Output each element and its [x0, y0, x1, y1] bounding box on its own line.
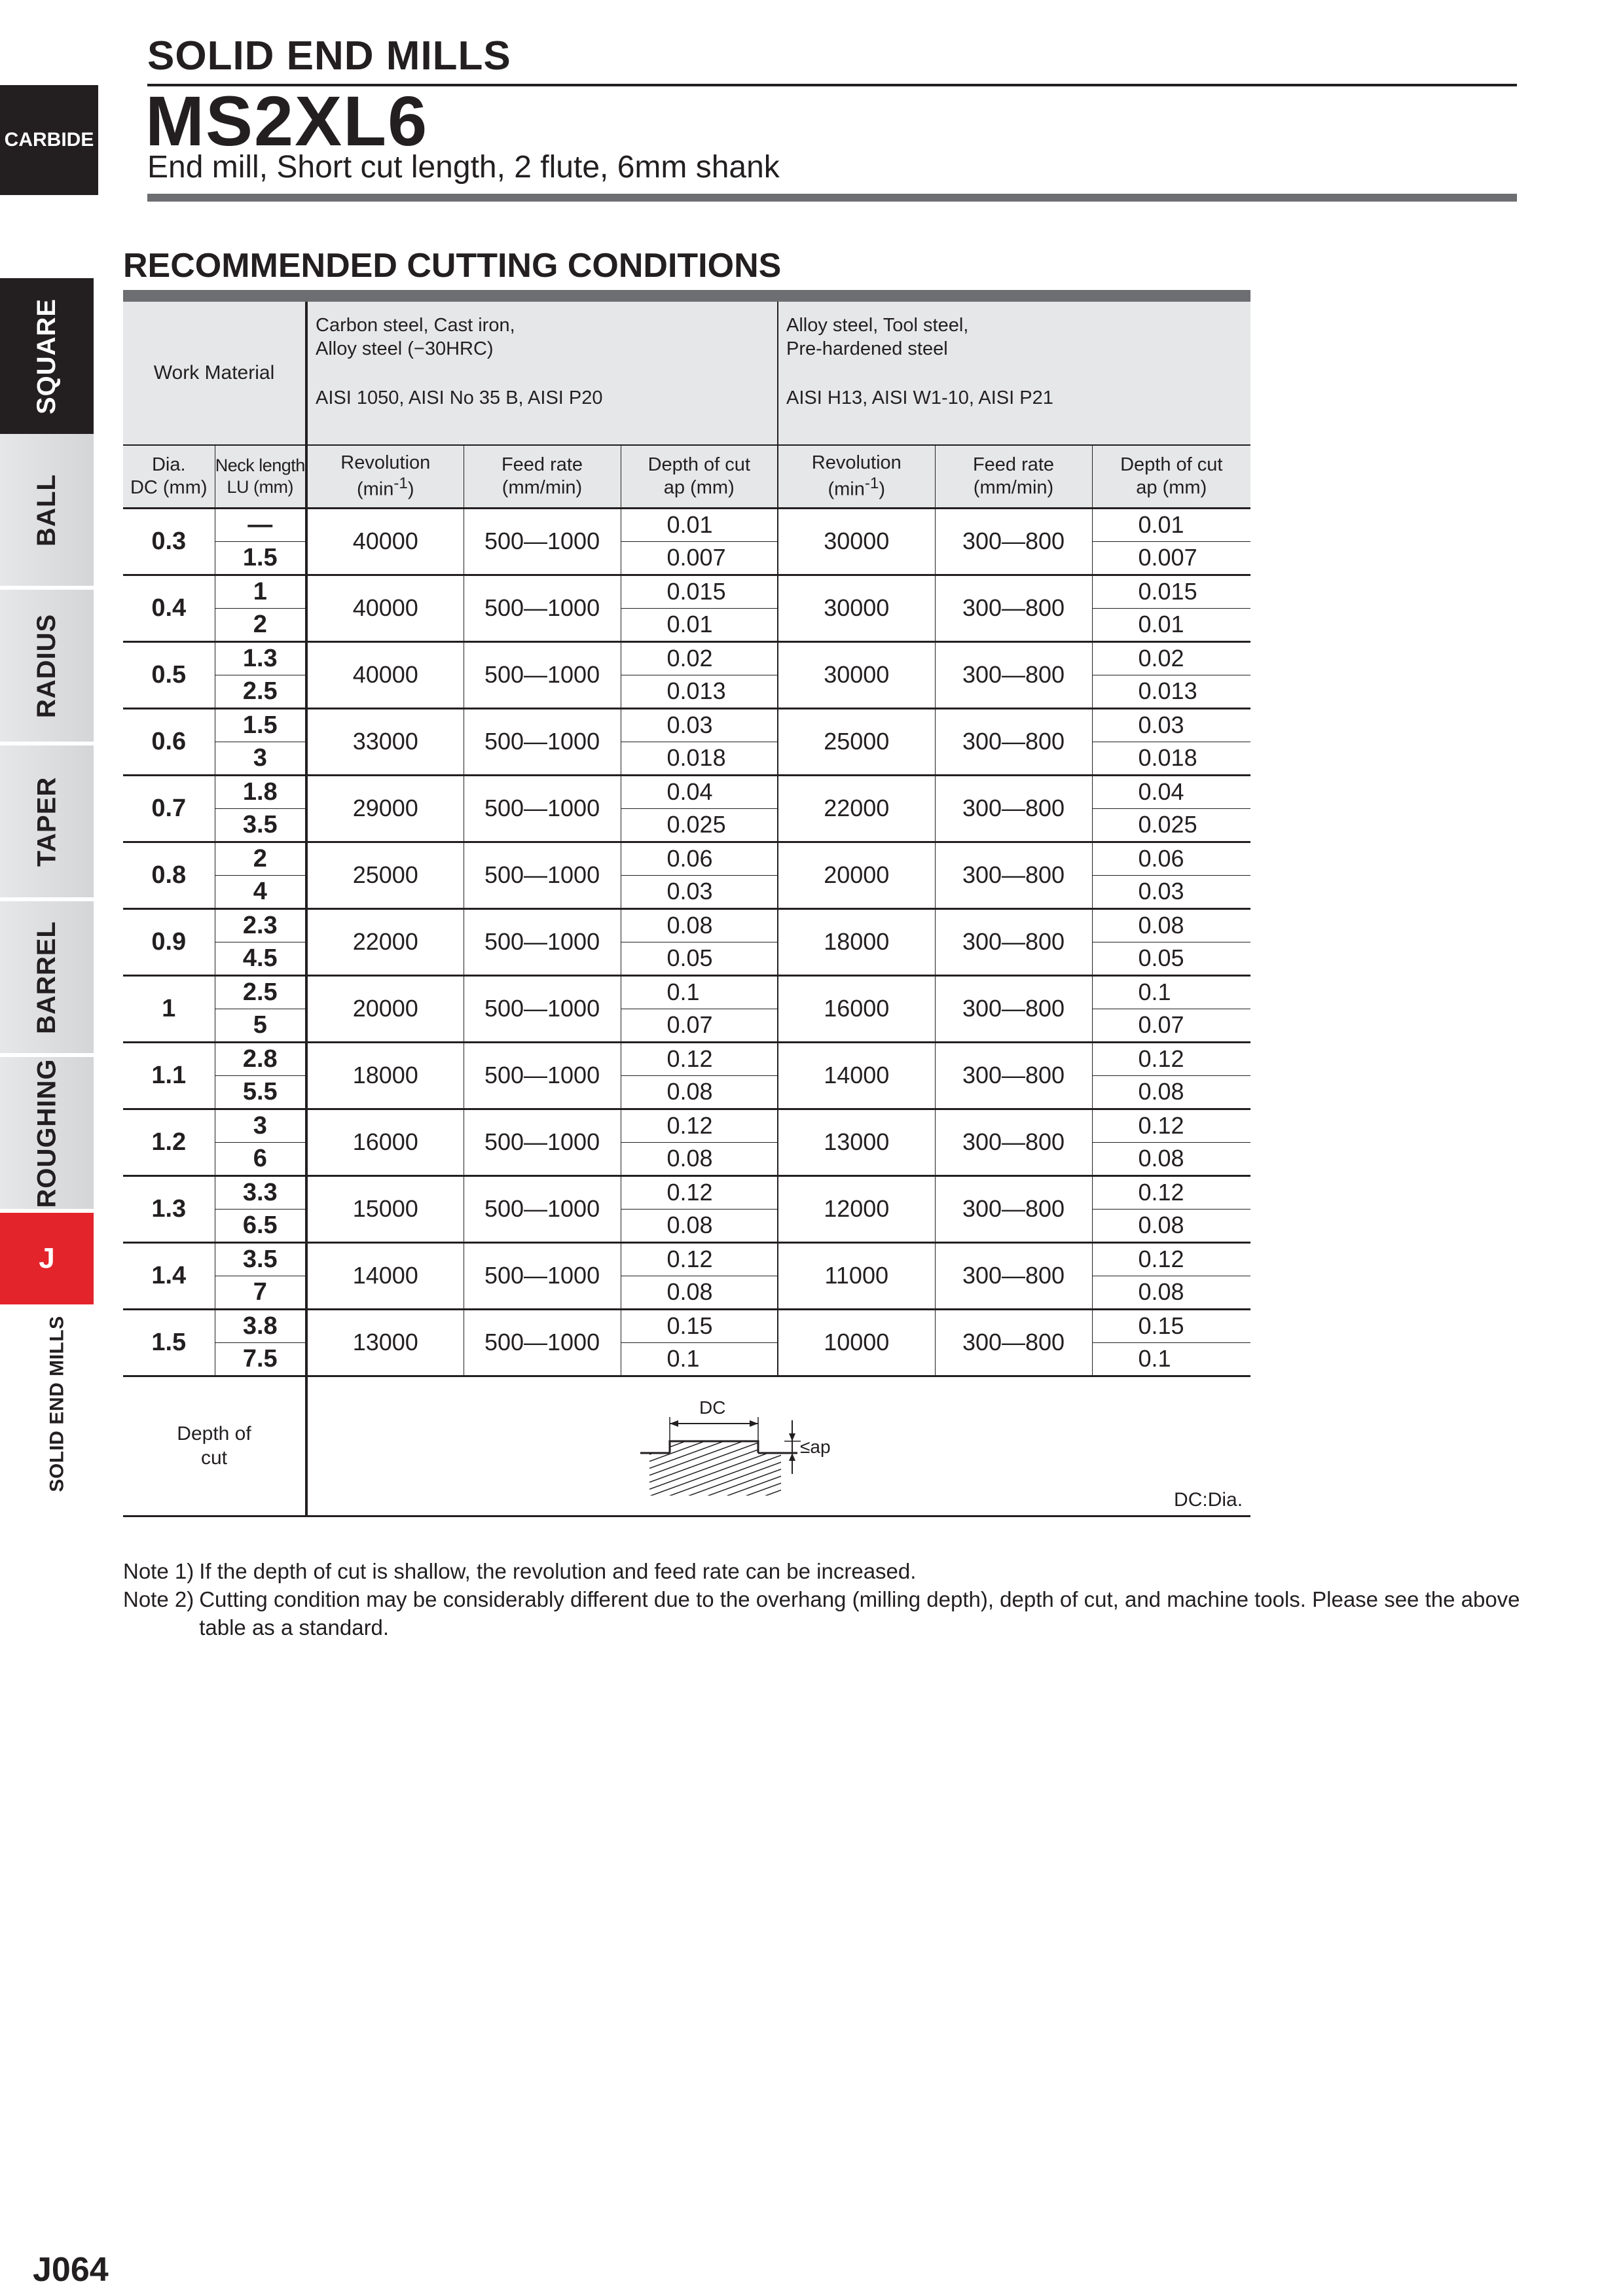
note-text: Cutting condition may be considerably different due to the overhang (milling depth), depth of cut, and machine tools. Please see the above table as a standard. — [199, 1587, 1520, 1640]
feed-1-cell: 500—1000 — [464, 508, 621, 575]
revolution-2-cell: 22000 — [778, 775, 935, 842]
ap-arrow-bottom — [789, 1453, 795, 1461]
dia-cell: 0.7 — [123, 775, 215, 842]
revolution-2-cell: 30000 — [778, 641, 935, 708]
revolution-1-cell: 14000 — [306, 1242, 464, 1309]
col-header-text: Feed rate — [972, 454, 1055, 475]
neck-length-cell: 3.5 — [215, 1242, 306, 1276]
depth-of-cut-label — [123, 1376, 306, 1516]
col-header-text: ) — [407, 479, 414, 501]
note-1 — [123, 1558, 1537, 1586]
neck-length-cell: 3 — [215, 742, 306, 775]
revolution-2-cell: 18000 — [778, 908, 935, 975]
table-row — [123, 641, 1250, 675]
dia-cell: 0.8 — [123, 842, 215, 908]
feed-2-cell: 300—800 — [935, 1175, 1092, 1242]
depth-1-cell: 0.08 — [621, 908, 778, 942]
revolution-2-cell: 11000 — [778, 1242, 935, 1309]
note-label: Note 1) — [123, 1559, 194, 1583]
depth-1-cell: 0.018 — [621, 742, 778, 775]
table-row — [123, 842, 1250, 875]
depth-1-cell: 0.1 — [621, 975, 778, 1009]
side-tab-barrel[interactable] — [0, 901, 94, 1057]
feed-2-cell: 300—800 — [935, 775, 1092, 842]
dia-cell: 1 — [123, 975, 215, 1042]
revolution-1-cell: 25000 — [306, 842, 464, 908]
neck-length-cell: 2.3 — [215, 908, 306, 942]
feed-1-cell: 500—1000 — [464, 575, 621, 641]
note-label: Note 2) — [123, 1587, 194, 1611]
col-header-text: (min — [356, 479, 394, 501]
depth-of-cut-diagram-cell — [306, 1376, 1250, 1516]
depth-2-cell: 0.08 — [1092, 1209, 1250, 1242]
carbide-badge-label: CARBIDE — [4, 129, 94, 151]
depth-2-cell: 0.06 — [1138, 845, 1184, 872]
depth-1-cell: 0.12 — [621, 1109, 778, 1142]
revolution-1-cell: 15000 — [306, 1175, 464, 1242]
feed-2-cell: 300—800 — [935, 575, 1092, 641]
side-tab-roughing[interactable] — [0, 1057, 94, 1213]
depth-1-cell: 0.02 — [621, 641, 778, 675]
material-2-standards: AISI H13, AISI W1-10, AISI P21 — [786, 387, 1053, 408]
revolution-2-cell: 16000 — [778, 975, 935, 1042]
neck-length-cell: 6 — [215, 1142, 306, 1175]
depth-2-cell: 0.08 — [1092, 1276, 1250, 1309]
page-number: J064 — [33, 2251, 109, 2289]
depth-2-cell: 0.05 — [1092, 942, 1250, 975]
depth-1-cell: 0.07 — [621, 1009, 778, 1042]
neck-length-cell: 3.3 — [215, 1175, 306, 1209]
side-tab-taper[interactable] — [0, 745, 94, 901]
table-row — [123, 1309, 1250, 1342]
depth-2-cell: 0.02 — [1138, 645, 1184, 672]
depth-2-cell: 0.1 — [1138, 978, 1171, 1005]
col-header-text: Feed rate — [501, 454, 583, 475]
side-tab-label: ROUGHING — [32, 1058, 61, 1208]
depth-1-cell: 0.12 — [621, 1042, 778, 1075]
col-header-depth-1 — [621, 445, 778, 508]
ap-label: ≤ap — [800, 1436, 831, 1457]
depth-1-cell: 0.05 — [621, 942, 778, 975]
table-row — [123, 708, 1250, 742]
depth-1-cell: 0.04 — [621, 775, 778, 808]
feed-2-cell: 300—800 — [935, 1042, 1092, 1109]
revolution-1-cell: 18000 — [306, 1042, 464, 1109]
depth-1-cell: 0.08 — [621, 1276, 778, 1309]
dc-note: DC:Dia. — [1174, 1488, 1243, 1511]
feed-1-cell: 500—1000 — [464, 641, 621, 708]
feed-1-cell: 500—1000 — [464, 1042, 621, 1109]
header-category: SOLID END MILLS — [147, 33, 511, 79]
neck-length-cell: 2.5 — [215, 975, 306, 1009]
depth-1-cell: 0.08 — [621, 1209, 778, 1242]
side-section-label — [31, 1306, 84, 1502]
col-header-revolution-2 — [778, 445, 935, 508]
material-2-line1: Alloy steel, Tool steel, — [786, 315, 969, 336]
revolution-2-cell: 12000 — [778, 1175, 935, 1242]
note-text: If the depth of cut is shallow, the revolution and feed rate can be increased. — [199, 1559, 917, 1583]
feed-1-cell: 500—1000 — [464, 1109, 621, 1175]
neck-length-cell: 5 — [215, 1009, 306, 1042]
side-tab-label: J — [39, 1242, 55, 1274]
revolution-1-cell: 20000 — [306, 975, 464, 1042]
depth-2-cell: 0.015 — [1138, 578, 1197, 605]
dia-cell: 0.3 — [123, 508, 215, 575]
neck-length-cell: 5.5 — [215, 1075, 306, 1109]
depth-1-cell: 0.15 — [621, 1309, 778, 1342]
depth-1-cell: 0.08 — [621, 1142, 778, 1175]
neck-length-cell: — — [215, 508, 306, 541]
neck-length-cell: 1.5 — [215, 541, 306, 575]
depth-2-cell: 0.08 — [1092, 1075, 1250, 1109]
revolution-1-cell: 29000 — [306, 775, 464, 842]
dc-arrow-left — [670, 1420, 678, 1427]
revolution-2-cell: 30000 — [778, 575, 935, 641]
material-2-cell — [778, 302, 1250, 445]
depth-2-cell: 0.1 — [1092, 1342, 1250, 1376]
neck-length-cell: 2 — [215, 608, 306, 641]
depth-2-cell: 0.12 — [1138, 1179, 1184, 1206]
side-tab-label: TAPER — [31, 776, 61, 867]
neck-length-cell: 3.5 — [215, 808, 306, 842]
depth-1-cell: 0.01 — [621, 508, 778, 541]
depth-2-cell: 0.025 — [1092, 808, 1250, 842]
feed-2-cell: 300—800 — [935, 1309, 1092, 1376]
col-header-text: Revolution — [811, 452, 902, 473]
column-header-row — [123, 445, 1250, 508]
dia-cell: 0.6 — [123, 708, 215, 775]
work-material-label: Work Material — [123, 302, 306, 445]
neck-length-cell: 7 — [215, 1276, 306, 1309]
depth-1-cell: 0.015 — [621, 575, 778, 608]
revolution-1-cell: 16000 — [306, 1109, 464, 1175]
col-header-sup: -1 — [393, 475, 408, 493]
feed-2-cell: 300—800 — [935, 975, 1092, 1042]
col-header-text: Depth of cut — [647, 454, 750, 475]
table-row — [123, 1175, 1250, 1209]
cutting-conditions-table — [123, 290, 1250, 1517]
dia-cell: 1.2 — [123, 1109, 215, 1175]
feed-2-cell: 300—800 — [935, 1242, 1092, 1309]
dia-cell: 0.5 — [123, 641, 215, 708]
feed-2-cell: 300—800 — [935, 708, 1092, 775]
table-row — [123, 908, 1250, 942]
depth-2-cell: 0.15 — [1138, 1312, 1184, 1339]
feed-2-cell: 300—800 — [935, 641, 1092, 708]
material-2-line2: Pre-hardened steel — [786, 338, 948, 360]
side-tab-label: SQUARE — [32, 298, 62, 414]
feed-1-cell: 500—1000 — [464, 708, 621, 775]
neck-length-cell: 1.3 — [215, 641, 306, 675]
neck-length-cell: 1.8 — [215, 775, 306, 808]
dia-cell: 1.5 — [123, 1309, 215, 1376]
revolution-1-cell: 40000 — [306, 575, 464, 641]
depth-1-cell: 0.025 — [621, 808, 778, 842]
col-header-text: (mm/min) — [501, 476, 583, 498]
revolution-2-cell: 20000 — [778, 842, 935, 908]
side-tab-label: BARREL — [32, 920, 62, 1034]
depth-2-cell: 0.01 — [1138, 511, 1184, 538]
carbide-badge — [0, 85, 98, 195]
col-header-neck-length — [215, 445, 306, 508]
col-header-feed-2 — [935, 445, 1092, 508]
material-1-line2: Alloy steel (−30HRC) — [316, 338, 494, 360]
depth-2-cell: 0.08 — [1092, 1142, 1250, 1175]
revolution-1-cell: 22000 — [306, 908, 464, 975]
model-description: End mill, Short cut length, 2 flute, 6mm shank — [147, 150, 780, 185]
header-rule-thick — [147, 194, 1517, 202]
notes — [123, 1558, 1537, 1642]
dia-cell: 1.3 — [123, 1175, 215, 1242]
neck-length-cell: 7.5 — [215, 1342, 306, 1376]
depth-2-cell: 0.03 — [1092, 875, 1250, 908]
feed-2-cell: 300—800 — [935, 908, 1092, 975]
col-header-feed-1 — [464, 445, 621, 508]
feed-2-cell: 300—800 — [935, 1109, 1092, 1175]
depth-1-cell: 0.013 — [621, 675, 778, 708]
neck-length-cell: 2.8 — [215, 1042, 306, 1075]
col-header-text: (min — [828, 479, 865, 501]
feed-1-cell: 500—1000 — [464, 775, 621, 842]
col-header-text: Neck length — [215, 456, 305, 476]
depth-1-cell: 0.12 — [621, 1175, 778, 1209]
feed-2-cell: 300—800 — [935, 842, 1092, 908]
depth-2-cell: 0.12 — [1138, 1246, 1184, 1272]
neck-length-cell: 1.5 — [215, 708, 306, 742]
col-header-depth-2 — [1092, 445, 1250, 508]
depth-1-cell: 0.03 — [621, 875, 778, 908]
depth-label-line: Depth of — [177, 1422, 251, 1444]
feed-1-cell: 500—1000 — [464, 842, 621, 908]
dia-cell: 1.1 — [123, 1042, 215, 1109]
neck-length-cell: 4.5 — [215, 942, 306, 975]
side-tab-label: BALL — [31, 473, 61, 547]
neck-length-cell: 3.8 — [215, 1309, 306, 1342]
depth-1-cell: 0.12 — [621, 1242, 778, 1276]
material-1-line1: Carbon steel, Cast iron, — [316, 315, 515, 336]
depth-of-cut-row — [123, 1376, 1250, 1516]
depth-1-cell: 0.03 — [621, 708, 778, 742]
dc-label: DC — [699, 1397, 726, 1418]
revolution-1-cell: 13000 — [306, 1309, 464, 1376]
col-header-text: ap (mm) — [1136, 476, 1207, 498]
col-header-text: ) — [879, 479, 886, 501]
depth-2-cell: 0.03 — [1138, 711, 1184, 738]
dc-arrow-right — [750, 1420, 758, 1427]
depth-2-cell: 0.04 — [1138, 778, 1184, 805]
neck-length-cell: 6.5 — [215, 1209, 306, 1242]
table-top-bar — [123, 290, 1250, 302]
side-tab-ball[interactable] — [0, 434, 94, 590]
neck-length-cell: 2 — [215, 842, 306, 875]
feed-1-cell: 500—1000 — [464, 1242, 621, 1309]
material-1-cell — [306, 302, 778, 445]
material-1-standards: AISI 1050, AISI No 35 B, AISI P20 — [316, 387, 603, 408]
depth-2-cell: 0.12 — [1138, 1112, 1184, 1139]
table-row — [123, 1109, 1250, 1142]
col-header-text: LU (mm) — [227, 476, 293, 497]
col-header-text: Dia. — [151, 454, 186, 475]
dia-cell: 1.4 — [123, 1242, 215, 1309]
depth-2-cell: 0.12 — [1138, 1045, 1184, 1072]
feed-1-cell: 500—1000 — [464, 1175, 621, 1242]
feed-2-cell: 300—800 — [935, 508, 1092, 575]
feed-1-cell: 500—1000 — [464, 975, 621, 1042]
depth-label-line: cut — [200, 1447, 228, 1469]
table-row — [123, 575, 1250, 608]
neck-length-cell: 3 — [215, 1109, 306, 1142]
depth-2-cell: 0.07 — [1092, 1009, 1250, 1042]
depth-1-cell: 0.007 — [621, 541, 778, 575]
depth-2-cell: 0.018 — [1092, 742, 1250, 775]
table-row — [123, 975, 1250, 1009]
depth-2-cell: 0.007 — [1092, 541, 1250, 575]
col-header-text: (mm/min) — [973, 476, 1054, 498]
col-header-text: ap (mm) — [663, 476, 735, 498]
revolution-1-cell: 40000 — [306, 508, 464, 575]
depth-of-cut-diagram — [640, 1388, 876, 1499]
col-header-sup: -1 — [864, 475, 879, 493]
neck-length-cell: 4 — [215, 875, 306, 908]
revolution-2-cell: 14000 — [778, 1042, 935, 1109]
col-header-text: DC (mm) — [130, 476, 208, 498]
note-2 — [123, 1586, 1537, 1642]
section-title: RECOMMENDED CUTTING CONDITIONS — [123, 247, 782, 285]
revolution-2-cell: 30000 — [778, 508, 935, 575]
side-tab-radius[interactable] — [0, 590, 94, 745]
neck-length-cell: 2.5 — [215, 675, 306, 708]
dia-cell: 0.4 — [123, 575, 215, 641]
depth-2-cell: 0.01 — [1092, 608, 1250, 641]
material-header-row — [123, 302, 1250, 445]
depth-1-cell: 0.06 — [621, 842, 778, 875]
col-header-text: Depth of cut — [1120, 454, 1223, 475]
col-header-dia — [123, 445, 215, 508]
depth-2-cell: 0.08 — [1138, 912, 1184, 939]
side-section-text: SOLID END MILLS — [46, 1316, 69, 1492]
model-name: MS2XL6 — [145, 81, 429, 160]
side-tab-j[interactable] — [0, 1213, 94, 1304]
depth-1-cell: 0.1 — [621, 1342, 778, 1376]
col-header-text: Revolution — [340, 452, 431, 473]
table-row — [123, 1242, 1250, 1276]
side-tab-square[interactable] — [0, 278, 94, 434]
revolution-1-cell: 40000 — [306, 641, 464, 708]
feed-1-cell: 500—1000 — [464, 908, 621, 975]
col-header-revolution-1 — [306, 445, 464, 508]
conditions-grid — [123, 302, 1250, 1517]
dia-cell: 0.9 — [123, 908, 215, 975]
depth-1-cell: 0.01 — [621, 608, 778, 641]
table-row — [123, 508, 1250, 541]
table-row — [123, 775, 1250, 808]
ap-arrow-top — [789, 1433, 795, 1441]
revolution-2-cell: 25000 — [778, 708, 935, 775]
depth-1-cell: 0.08 — [621, 1075, 778, 1109]
feed-1-cell: 500—1000 — [464, 1309, 621, 1376]
revolution-1-cell: 33000 — [306, 708, 464, 775]
revolution-2-cell: 13000 — [778, 1109, 935, 1175]
depth-2-cell: 0.013 — [1092, 675, 1250, 708]
side-tab-label: RADIUS — [32, 613, 61, 718]
neck-length-cell: 1 — [215, 575, 306, 608]
revolution-2-cell: 10000 — [778, 1309, 935, 1376]
table-row — [123, 1042, 1250, 1075]
